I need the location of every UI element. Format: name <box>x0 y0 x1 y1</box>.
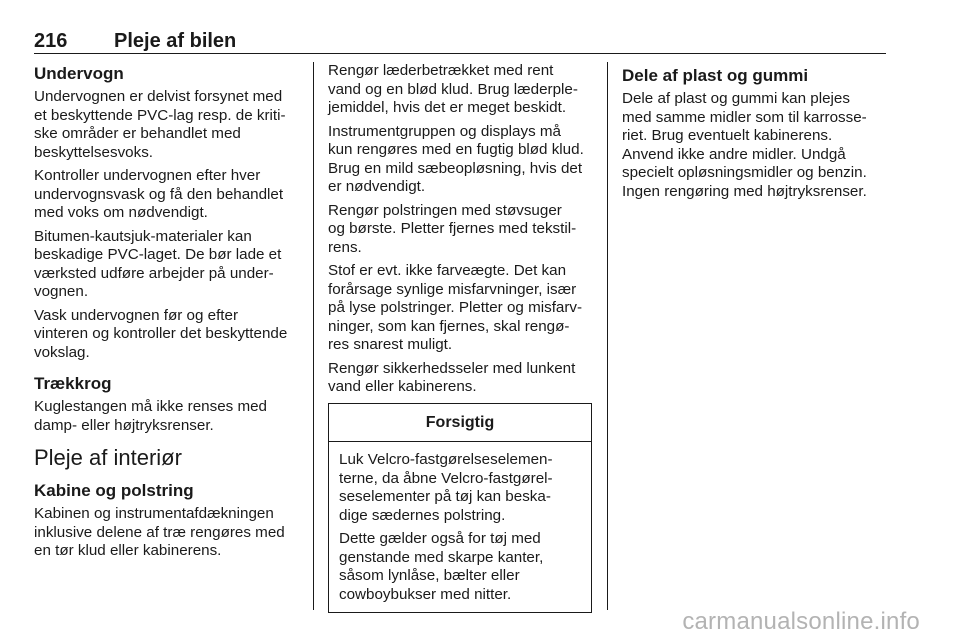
page-number: 216 <box>34 30 68 52</box>
column-divider-2 <box>607 62 608 610</box>
caution-body <box>329 442 591 612</box>
caution-box <box>328 403 592 614</box>
watermark: carmanualsonline.info <box>682 608 920 635</box>
paragraph: Instrumentgruppen og displays må kun rengøres med en fugtig blød klud. Brug en mild sæbeopløsning, hvis det er nødvendigt. <box>328 122 584 195</box>
column-divider-1 <box>313 62 314 610</box>
paragraph: Vask undervognen før og efter vinteren og kontroller det beskyttende vokslag. <box>34 306 288 361</box>
caution-paragraph: Luk Velcro-fastgørelseselemen- terne, da åbne Velcro-fastgørel- seselementer på tøj kan beska- dige sædernes polstring. <box>339 451 553 524</box>
paragraph: Kontroller undervognen efter hver undervognsvask og få den behandlet med voks om nødvendigt. <box>34 167 284 221</box>
paragraph: Undervognen er delvist forsynet med et beskyttende PVC-lag resp. de kriti- ske områder er behandlet med beskyttelsesvoks. <box>34 88 286 161</box>
paragraph: Stof er evt. ikke farveægte. Det kan forårsage synlige misfarvninger, især på lyse polstringer. Pletter og misfarv- ninger, som kan fjernes, skal rengø- res snarest muligt. <box>328 262 583 353</box>
page-title: Pleje af bilen <box>114 30 237 52</box>
column-3 <box>622 62 890 206</box>
heading-plast-gummi: Dele af plast og gummi <box>622 66 809 85</box>
column-2 <box>328 62 596 613</box>
header-rule <box>34 53 886 54</box>
heading-undervogn: Undervogn <box>34 64 124 83</box>
paragraph: Rengør polstringen med støvsuger og børste. Pletter fjernes med tekstil- rens. <box>328 201 577 256</box>
paragraph: Dele af plast og gummi kan plejes med samme midler som til karrosse- riet. Brug eventuelt kabinerens. Anvend ikke andre midler. Undgå specielt opløsningsmidler og benzin. Ingen rengøring med højtryksrenser. <box>622 90 867 200</box>
paragraph: Kabinen og instrumentafdækningen inklusive delene af træ rengøres med en tør klud eller kabinerens. <box>34 505 285 559</box>
heading-interior: Pleje af interiør <box>34 445 182 470</box>
paragraph: Rengør sikkerhedsseler med lunkent vand eller kabinerens. <box>328 359 576 395</box>
paragraph: Kuglestangen må ikke renses med damp- eller højtryksrenser. <box>34 398 268 434</box>
caution-paragraph: Dette gælder også for tøj med genstande med skarpe kanter, såsom lynlåse, bælter eller cowboybukser med nitter. <box>339 530 544 603</box>
paragraph: Rengør læderbetrækket med rent vand og en blød klud. Brug læderple- jemiddel, hvis det er meget beskidt. <box>328 62 578 116</box>
paragraph: Bitumen-kautsjuk-materialer kan beskadige PVC-laget. De bør lade et værksted udføre arbejder på under- vognen. <box>34 227 282 300</box>
page-header <box>34 24 886 52</box>
heading-kabine: Kabine og polstring <box>34 481 194 500</box>
caution-title: Forsigtig <box>329 404 591 443</box>
heading-traekkrog: Trækkrog <box>34 374 112 393</box>
column-1 <box>34 62 300 566</box>
